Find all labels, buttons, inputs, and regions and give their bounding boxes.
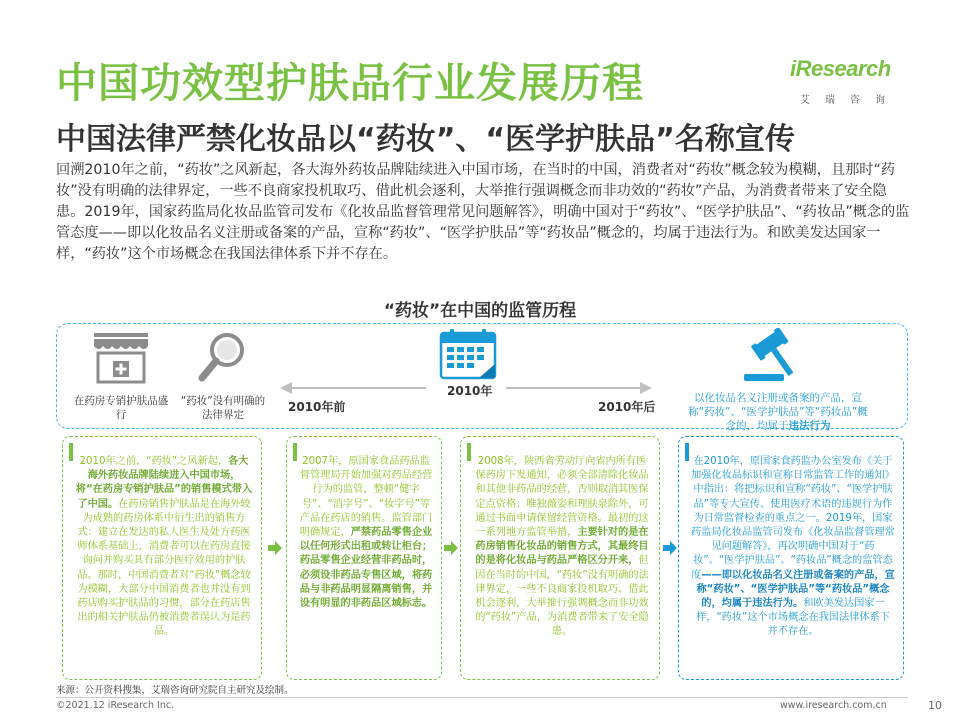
- page-subtitle: 中国法律严禁化妆品以“药妆”、“医学护肤品”名称宣传: [56, 122, 795, 157]
- logo-brand-text: iResearch: [790, 56, 891, 81]
- source-note: 来源：公开资料搜集，艾瑞咨询研究院自主研究及绘制。: [56, 685, 294, 696]
- stage-marker: [685, 443, 689, 461]
- stage-text-emphasis: ——即以化妆品名义注册或备案的产品，宣称“药妆”、“医学护肤品”等“药妆品”概念的，均属于违法行为。: [696, 569, 895, 610]
- arrow-right-icon: [444, 541, 458, 555]
- arrow-right-icon: [663, 541, 677, 555]
- after-2010-label: 2010年后: [598, 400, 656, 414]
- section-title: “药妆”在中国的监管历程: [383, 301, 577, 321]
- stage-text: [75, 455, 253, 640]
- stage-text-tail: 在药房销售护肤品是在海外较为成熟的药房体系中衍生出的销售方式：建立在发达的私人医生及处方药医师体系基础上，消费者可以在药房直接询问并购买具有部分医疗效用的护肤品。那时，中国消费者对“药妆”概念较为模糊，大部分中国消费者也并没有到药店购买护肤品的习惯，部分在药店售出的相关护肤品仍被消费者误认为是药品。: [77, 498, 251, 638]
- footer-divider: [56, 697, 908, 698]
- stage-marker: [293, 443, 297, 461]
- stage-text-emphasis: 各大海外药妆品牌陆续进入中国市场，将“在药房专销护肤品”的销售模式带入了中国。: [75, 456, 253, 510]
- pharmacy-store-icon: [92, 330, 150, 384]
- stage-text-lead: 2008年，陕西省劳动厅向省内所有医保药房下发通知，必须全部清除化妆品和其他非药品的经营，否则取消其医保定点资格；唯独薇姿和理肤泉除外，可通过书面申请保留经营资格。最初的这一系列地方监管举措，: [475, 456, 649, 539]
- iresearch-logo: [790, 56, 915, 112]
- stage-text-lead: 2010年之前，“药妆”之风新起，: [79, 456, 229, 467]
- stage-text-tail: 和欧美发达国家一样，“药妆”这个市场概念在我国法律体系下并不存在。: [696, 598, 890, 638]
- right-note-emphasis: 违法行为: [788, 420, 831, 432]
- copyright: ©2021.12 iResearch Inc.: [56, 700, 175, 711]
- page-title: 中国功效型护肤品行业发展历程: [56, 59, 644, 107]
- stage-text-lead: 在2010年，原国家食药监办公室发布《关于加强化妆品标识和宣称日常监管工作的通知》中指出：将把标识和宣称“药妆”、“医学护肤品”等专大宣传、使用医疗术语的违规行为作为日常监督检查的重点之一。2019年，国家药监局化妆品监管司发布《化妆品监督管理常见问题解答》，再次明确中国对于“药妆”、“医学护肤品”、“药妆品”概念的监管态度: [691, 456, 895, 581]
- logo-brand-cn: 艾瑞咨询: [800, 95, 900, 106]
- stage-box-2: [286, 436, 442, 680]
- intro-paragraph: 回溯2010年之前，“药妆”之风新起，各大海外药妆品牌陆续进入中国市场，在当时的中国，消费者对“药妆”概念较为模糊，且那时“药妆”没有明确的法律界定，一些不良商家投机取巧、借此机会逐利，大举推行强调概念而非功效的“药妆”产品，为消费者带来了安全隐患。2019年，国家药监局化妆品监管司发布《化妆品监督管理常见问题解答》，明确中国对于“药妆”、“医学护肤品”、“药妆品”概念的监管态度——即以化妆品名义注册或备案的产品，宣称“药妆”、“医学护肤品”等“药妆品”概念的，均属于违法行为。和欧美发达国家一样，“药妆”这个市场概念在我国法律体系下并不存在。: [56, 162, 910, 262]
- stage-text-emphasis: 严禁药品零售企业以任何形式出租或转让柜台；药品零售企业经营非药品时，必须设非药品专售区域，将药品与非药品明显隔离销售，并设有明显的非药品区域标志。: [299, 527, 433, 610]
- center-2010-label: 2010年: [447, 384, 493, 398]
- arrow-right-icon: [268, 541, 282, 555]
- stage-box-1: [62, 436, 262, 680]
- page-number: 10: [928, 699, 942, 712]
- calendar-icon: [439, 328, 497, 380]
- stage-text: [691, 455, 895, 640]
- store-label: 在药房专销护肤品盛行: [73, 395, 169, 421]
- stage-text: [473, 455, 651, 640]
- before-2010-label: 2010年前: [288, 400, 346, 414]
- stage-text-tail: 但因在当时的中国，“药妆”没有明确的法律界定，一些不良商家投机取巧、借此机会逐利，大举推行强调概念而非功效的“药妆”产品，为消费者带来了安全隐患。: [475, 555, 649, 638]
- stage-text: [299, 455, 433, 611]
- website-link[interactable]: www.iresearch.com.cn: [780, 700, 887, 711]
- stage-box-3: [460, 436, 660, 680]
- stage-box-4: [678, 436, 904, 680]
- search-label: “药妆”没有明确的法律界定: [180, 395, 266, 421]
- stage-marker: [467, 443, 471, 461]
- magnifier-icon: [197, 330, 247, 384]
- gavel-icon: [742, 328, 814, 384]
- stage-text-emphasis: 主要针对的是在药房销售化妆品的销售方式，其最终目的是将化妆品与药品严格区分开来，: [475, 527, 649, 567]
- right-note-text: 以化妆品名义注册或备案的产品，宣称“药妆”、“医学护肤品”等“药妆品”概念的，均属于: [688, 392, 868, 432]
- right-note: [686, 391, 870, 433]
- stage-text-lead: 2007年，原国家食品药品监督管理局开始加强对药品经营行为的监管，整顿“健字号”、“消字号”、“妆字号”等产品在药店的销售。监管部门明确规定，: [299, 456, 433, 539]
- stage-marker: [69, 443, 73, 461]
